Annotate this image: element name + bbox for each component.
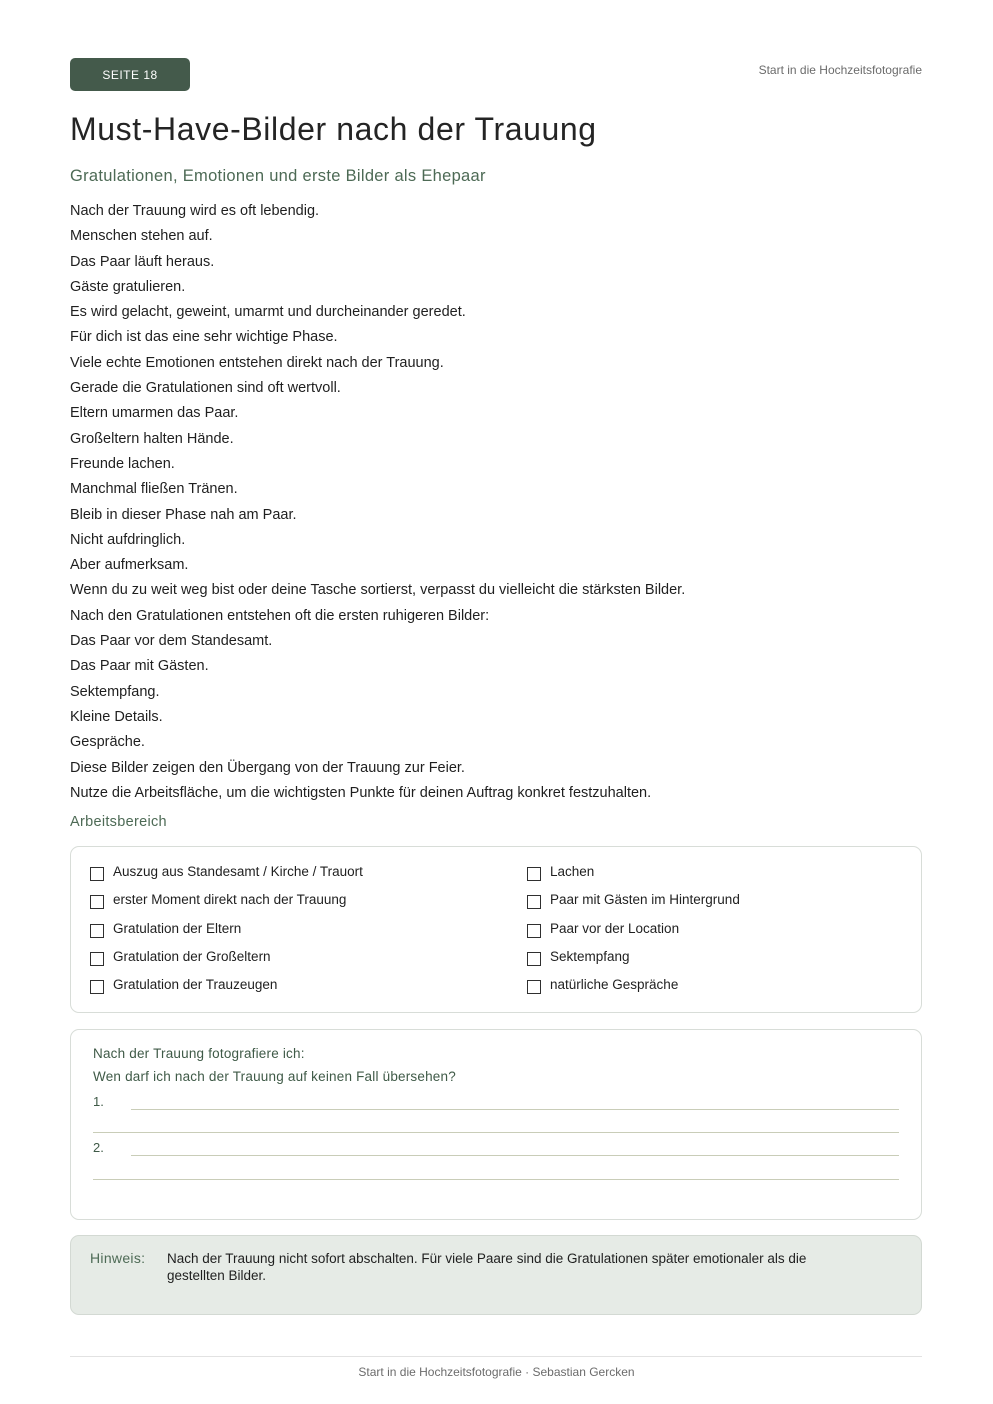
checklist-item[interactable] [527, 863, 740, 891]
body-line: Aber aufmerksam. [70, 557, 189, 574]
checklist-item[interactable] [90, 920, 363, 948]
body-line: Es wird gelacht, geweint, umarmt und durcheinander geredet. [70, 304, 466, 321]
footer-divider [70, 1356, 922, 1357]
checklist-item-label: Paar mit Gästen im Hintergrund [550, 892, 740, 908]
notes-panel [70, 1029, 922, 1220]
body-line: Nicht aufdringlich. [70, 531, 186, 548]
checklist-item-label: Auszug aus Standesamt / Kirche / Trauort [113, 864, 363, 879]
checklist-item[interactable] [527, 948, 740, 976]
body-line: Das Paar läuft heraus. [70, 253, 215, 270]
body-line: Nach den Gratulationen entstehen oft die ersten ruhigeren Bilder: [70, 607, 490, 624]
answer-line[interactable] [131, 1155, 899, 1156]
page-title: Must-Have-Bilder nach der Trauung [70, 111, 597, 147]
checkbox[interactable] [527, 867, 541, 881]
body-line: Manchmal fließen Tränen. [70, 481, 238, 498]
checklist-item-label: Gratulation der Großeltern [113, 948, 271, 964]
checklist-item-label: natürliche Gespräche [550, 977, 679, 993]
page-subtitle: Gratulationen, Emotionen und erste Bilder als Ehepaar [70, 167, 486, 185]
checklist-item[interactable] [527, 976, 740, 1004]
body-text [70, 199, 930, 806]
body-line: Großeltern halten Hände. [70, 430, 234, 447]
checkbox[interactable] [90, 867, 104, 881]
checkbox[interactable] [90, 895, 104, 909]
checklist-item[interactable] [527, 891, 740, 919]
checklist-panel [70, 846, 922, 1013]
body-line: Das Paar mit Gästen. [70, 658, 209, 675]
body-line: Nutze die Arbeitsfläche, um die wichtigsten Punkte für deinen Auftrag konkret festzuhalten. [70, 784, 652, 801]
body-line: Das Paar vor dem Standesamt. [70, 633, 273, 650]
checklist-item[interactable] [90, 891, 363, 919]
page-footer: Start in die Hochzeitsfotografie · Sebastian Gercken [358, 1365, 635, 1379]
body-line: Gespräche. [70, 734, 145, 751]
checklist-item-label: Gratulation der Trauzeugen [113, 977, 278, 993]
hint-label: Hinweis: [90, 1250, 146, 1266]
hint-text: Nach der Trauung nicht sofort abschalten. Für viele Paare sind die Gratulationen später emotionaler als die gestellten Bilder. [167, 1251, 807, 1283]
workspace-label: Arbeitsbereich [70, 814, 167, 830]
body-line: Freunde lachen. [70, 455, 175, 472]
body-line: Menschen stehen auf. [70, 228, 213, 245]
checklist-item-label: Lachen [550, 864, 595, 879]
answer-line[interactable] [93, 1132, 899, 1133]
answer-number: 1. [93, 1094, 104, 1109]
hint-callout [70, 1235, 922, 1315]
body-line: Viele echte Emotionen entstehen direkt nach der Trauung. [70, 354, 444, 371]
body-line: Bleib in dieser Phase nah am Paar. [70, 506, 297, 523]
notes-prompt: Nach der Trauung fotografiere ich: [93, 1046, 305, 1061]
body-line: Gerade die Gratulationen sind oft wertvoll. [70, 380, 341, 397]
checkbox[interactable] [527, 952, 541, 966]
body-line: Wenn du zu weit weg bist oder deine Tasche sortierst, verpasst du vielleicht die stärksten Bilder. [70, 582, 686, 599]
checklist-item-label: Paar vor der Location [550, 920, 680, 936]
running-head: Start in die Hochzeitsfotografie [758, 63, 922, 77]
body-line: Diese Bilder zeigen den Übergang von der Trauung zur Feier. [70, 759, 465, 776]
checkbox[interactable] [527, 924, 541, 938]
checklist-item-label: erster Moment direkt nach der Trauung [113, 892, 347, 908]
checklist-item[interactable] [527, 920, 740, 948]
notes-question: Wen darf ich nach der Trauung auf keinen Fall übersehen? [93, 1069, 456, 1084]
checklist-item[interactable] [90, 976, 363, 1004]
checkbox[interactable] [90, 980, 104, 994]
body-line: Eltern umarmen das Paar. [70, 405, 239, 422]
checkbox[interactable] [527, 980, 541, 994]
checkbox[interactable] [90, 924, 104, 938]
checklist-left-column [90, 863, 363, 1004]
body-line: Sektempfang. [70, 683, 160, 700]
answer-number: 2. [93, 1140, 104, 1155]
checklist-right-column [527, 863, 740, 1004]
answer-line[interactable] [131, 1109, 899, 1110]
body-line: Kleine Details. [70, 708, 163, 725]
body-line: Gäste gratulieren. [70, 278, 186, 295]
checklist-item-label: Gratulation der Eltern [113, 920, 242, 936]
checklist-item[interactable] [90, 863, 363, 891]
body-line: Nach der Trauung wird es oft lebendig. [70, 203, 320, 219]
checklist-item-label: Sektempfang [550, 948, 630, 964]
page-number-badge: SEITE 18 [70, 58, 190, 91]
body-line: Für dich ist das eine sehr wichtige Phase. [70, 329, 338, 346]
answer-line[interactable] [93, 1179, 899, 1180]
checkbox[interactable] [527, 895, 541, 909]
checkbox[interactable] [90, 952, 104, 966]
checklist-item[interactable] [90, 948, 363, 976]
